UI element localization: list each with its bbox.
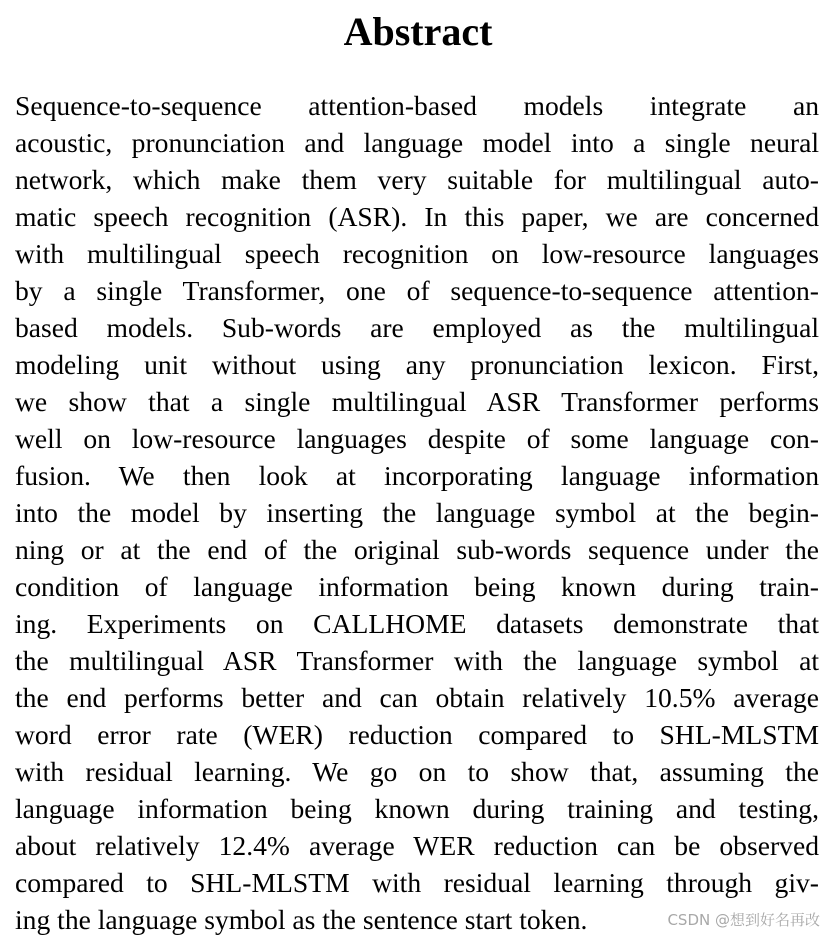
abstract-line: network, which make them very suitable for multilingual auto- [15, 164, 819, 195]
abstract-line: word error rate (WER) reduction compared to SHL-MLSTM [15, 719, 819, 750]
abstract-line: the multilingual ASR Transformer with the language symbol at [15, 645, 819, 676]
abstract-line: language information being known during training and testing, [15, 793, 819, 824]
abstract-line: into the model by inserting the language symbol at the begin- [15, 497, 819, 528]
abstract-body [15, 87, 819, 938]
abstract-line: by a single Transformer, one of sequence-to-sequence attention- [15, 275, 819, 306]
abstract-line: we show that a single multilingual ASR Transformer performs [15, 386, 819, 417]
abstract-line: based models. Sub-words are employed as the multilingual [15, 312, 819, 343]
abstract-line: condition of language information being known during train- [15, 571, 819, 602]
abstract-heading: Abstract [343, 9, 493, 54]
abstract-line: ing the language symbol as the sentence start token. [15, 904, 588, 935]
abstract-line: Sequence-to-sequence attention-based models integrate an [15, 90, 819, 121]
abstract-line: with residual learning. We go on to show that, assuming the [15, 756, 819, 787]
abstract-line: ning or at the end of the original sub-words sequence under the [15, 534, 819, 565]
abstract-line: with multilingual speech recognition on low-resource languages [15, 238, 819, 269]
abstract-line: modeling unit without using any pronunciation lexicon. First, [15, 349, 819, 380]
abstract-line: matic speech recognition (ASR). In this paper, we are concerned [15, 201, 819, 232]
abstract-line: ing. Experiments on CALLHOME datasets demonstrate that [15, 608, 819, 639]
abstract-line: the end performs better and can obtain relatively 10.5% average [15, 682, 819, 713]
abstract-line: fusion. We then look at incorporating language information [15, 460, 819, 491]
abstract-line: compared to SHL-MLSTM with residual learning through giv- [15, 867, 819, 898]
abstract-line: about relatively 12.4% average WER reduction can be observed [15, 830, 819, 861]
abstract-line: well on low-resource languages despite of some language con- [15, 423, 819, 454]
abstract-line: acoustic, pronunciation and language model into a single neural [15, 127, 819, 158]
csdn-watermark: CSDN @想到好名再改 [667, 911, 820, 929]
